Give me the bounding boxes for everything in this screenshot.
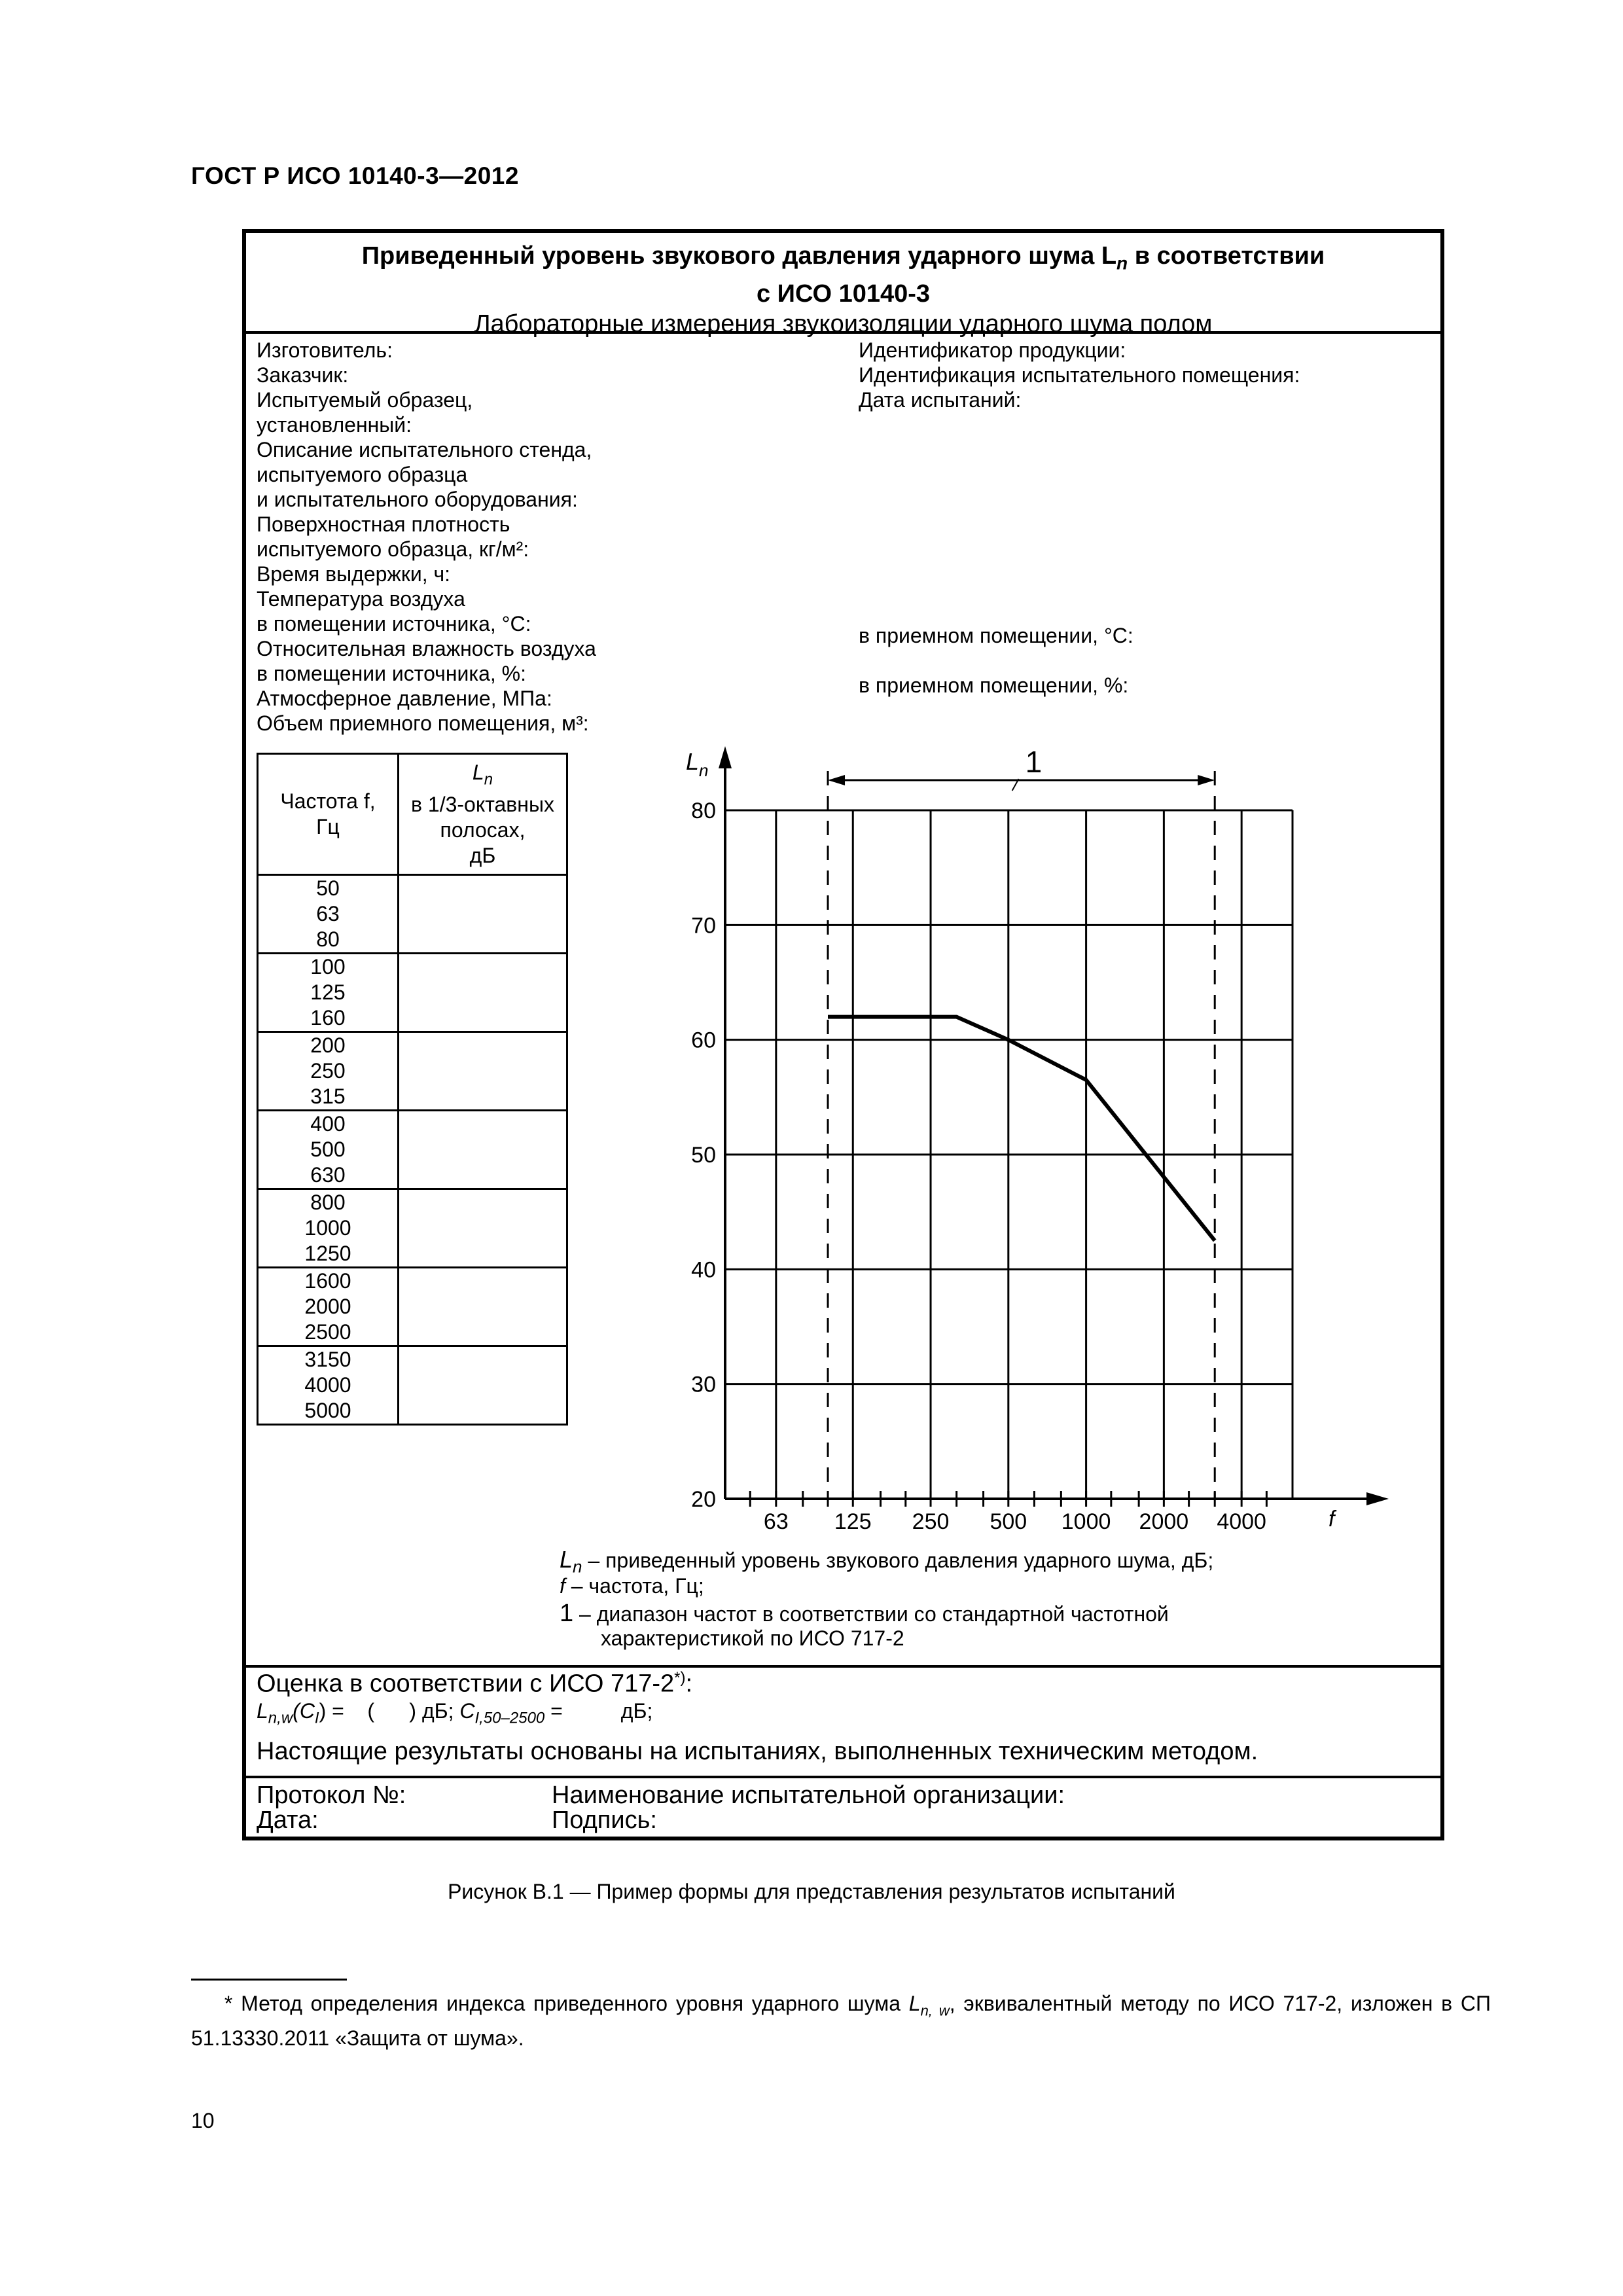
y-axis-arrow: [719, 746, 732, 768]
y-tick-label: 40: [691, 1257, 716, 1283]
right-field-product-id: Идентификатор продукции:: [859, 338, 1126, 362]
legend-f: f – частота, Гц;: [560, 1574, 704, 1598]
chart-axes: [719, 746, 1389, 1505]
y-tick-label: 70: [691, 913, 716, 939]
table-header-ln: $L_n$ в 1/3-октавных полосах, дБ: [399, 754, 567, 875]
legend-range-cont: характеристикой по ИСО 717-2: [601, 1626, 904, 1650]
evaluation-statement: Настоящие результаты основаны на испытаниях, выполненных техническим методом.: [257, 1738, 1258, 1765]
title-line-1-tail: в соответствии: [1128, 242, 1325, 270]
x-tick-label: 63: [763, 1509, 789, 1534]
left-fields: Изготовитель: Заказчик: Испытуемый образец, установленный: Описание испытательного стенда, испытуемого образца и испытательного оборудования: Поверхностная плотность испытуемого образца, кг/м²: Время выдержки, ч: Температура воздуха в помещении источника, °С: Относительная влажность воздуха в помещении источника, %: Атмосферное давление, МПа: Объем приемного помещения, м³:: [257, 338, 596, 735]
y-axis-label-subscript: n: [699, 761, 709, 780]
chart-series: [828, 1017, 1215, 1241]
divider: [246, 1665, 1440, 1668]
document-code: ГОСТ Р ИСО 10140-3—2012: [191, 162, 519, 189]
form-title: [246, 241, 1440, 339]
table-cell-empty[interactable]: [399, 1268, 567, 1346]
date-label: Дата:: [257, 1806, 319, 1834]
x-tick-label: 500: [990, 1509, 1027, 1534]
footnote-rule: [191, 1979, 347, 1981]
divider: [246, 1776, 1440, 1778]
x-tick-label: 4000: [1217, 1509, 1266, 1534]
table-row: 1600 2000 2500: [258, 1268, 399, 1346]
legend-ln: $L_n$ – приведенный уровень звукового давления ударного шума, дБ;: [560, 1546, 1214, 1577]
table-row: 400 500 630: [258, 1111, 399, 1189]
evaluation-heading: Оценка в соответствии с ИСО 717-2*):: [257, 1669, 693, 1698]
reference-curve-chart: [654, 733, 1407, 1538]
chart-range-marker: [828, 745, 1215, 1499]
y-tick-label: 60: [691, 1028, 716, 1053]
right-field-receiving-humidity: в приемном помещении, %:: [859, 673, 1129, 697]
footnote: * Метод определения индекса приведенного уровня ударного шума $L_{n, w}$, эквивалентный методу по ИСО 717-2, изложен в СП 51.13330.2011 «Защита от шума».: [191, 1992, 1491, 2051]
figure-caption: Рисунок В.1 — Пример формы для представления результатов испытаний: [448, 1880, 1175, 1903]
table-cell-empty[interactable]: [399, 1111, 567, 1189]
x-tick-label: 1000: [1061, 1509, 1111, 1534]
x-axis-label: f: [1329, 1507, 1335, 1532]
table-cell-empty[interactable]: [399, 875, 567, 954]
x-tick-label: 125: [834, 1509, 872, 1534]
table-cell-empty[interactable]: [399, 954, 567, 1032]
y-axis-label: [686, 748, 709, 780]
evaluation-formula: $L_{n,w}(C_I)$ = ( ) дБ; $C_{I,50-2500}$ = дБ;: [257, 1699, 653, 1727]
table-row: 100 125 160: [258, 954, 399, 1032]
y-tick-label: 80: [691, 798, 716, 823]
table-cell-empty[interactable]: [399, 1346, 567, 1425]
page-number: 10: [191, 2109, 215, 2132]
divider: [246, 331, 1440, 334]
table-row: 800 1000 1250: [258, 1189, 399, 1268]
chart-y-ticks: [691, 798, 716, 1512]
title-line-2: с ИСО 10140-3: [756, 279, 931, 308]
range-arrow-head-left: [828, 775, 845, 785]
x-tick-label: 2000: [1139, 1509, 1189, 1534]
range-arrow-head-right: [1198, 775, 1215, 785]
series-line: [828, 1017, 1215, 1241]
right-field-room-id: Идентификация испытательного помещения:: [859, 363, 1300, 387]
x-axis-arrow: [1366, 1492, 1389, 1505]
y-tick-label: 20: [691, 1487, 716, 1512]
protocol-label: Протокол №:: [257, 1782, 406, 1809]
table-row: 3150 4000 5000: [258, 1346, 399, 1425]
right-field-receiving-temp: в приемном помещении, °С:: [859, 624, 1133, 647]
table-cell-empty[interactable]: [399, 1189, 567, 1268]
right-field-test-date: Дата испытаний:: [859, 388, 1022, 412]
table-row: 50 63 80: [258, 875, 399, 954]
chart-grid: [725, 810, 1293, 1499]
title-line-3: Лабораторные измерения звукоизоляции ударного шума полом: [474, 310, 1213, 338]
table-row: 200 250 315: [258, 1032, 399, 1111]
x-tick-label: 250: [912, 1509, 950, 1534]
title-subscript: n: [1116, 253, 1128, 274]
y-axis-label-symbol: L: [686, 748, 700, 775]
table-cell-empty[interactable]: [399, 1032, 567, 1111]
title-line-1: Приведенный уровень звукового давления ударного шума L: [361, 242, 1117, 270]
organization-label: Наименование испытательной организации:: [552, 1782, 1065, 1809]
signature-label: Подпись:: [552, 1806, 657, 1834]
legend-range: 1 – диапазон частот в соответствии со стандартной частотной: [560, 1600, 1169, 1627]
y-tick-label: 50: [691, 1143, 716, 1168]
range-label: 1: [1025, 745, 1043, 779]
frequency-table: [257, 753, 568, 1426]
table-header-frequency: Частота f, Гц: [258, 754, 399, 875]
y-tick-label: 30: [691, 1372, 716, 1397]
